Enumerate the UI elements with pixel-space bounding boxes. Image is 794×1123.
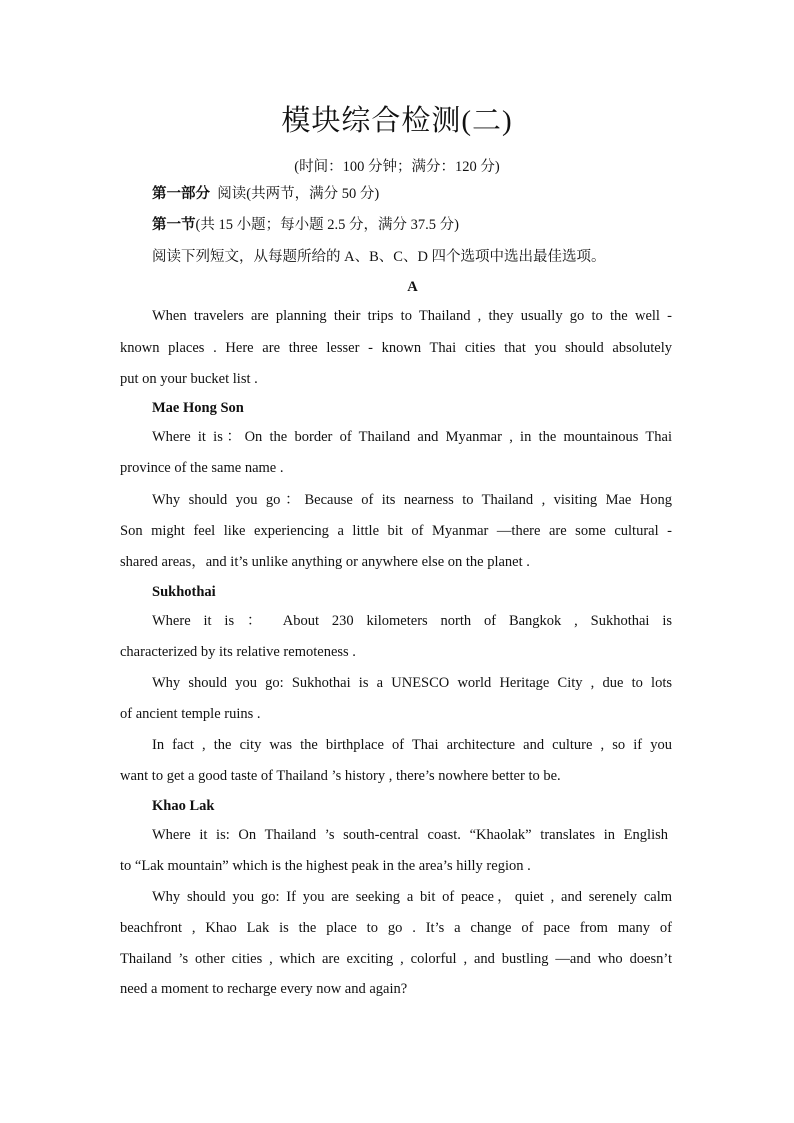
paragraph-line: Where it is：On the border of Thailand and Myanmar , in the mountainous Thai — [152, 429, 672, 445]
paragraph-line: province of the same name . — [120, 460, 284, 476]
part-heading — [152, 184, 379, 204]
heading-sukhothai: Sukhothai — [152, 584, 216, 600]
heading-mae-hong-son: Mae Hong Son — [152, 400, 244, 416]
paragraph-line: want to get a good taste of Thailand ’s history , there’s nowhere better to be. — [120, 768, 561, 784]
section-description: (共 15 小题；每小题 2.5 分，满分 37.5 分) — [195, 217, 459, 233]
paragraph-line: Why should you go: If you are seeking a bit of peace，quiet , and serenely calm — [152, 889, 672, 905]
paragraph-line: In fact , the city was the birthplace of Thai architecture and culture , so if you — [152, 737, 672, 753]
paragraph-line: Where it is ： About 230 kilometers north of Bangkok , Sukhothai is — [152, 613, 672, 629]
heading-khao-lak: Khao Lak — [152, 798, 215, 814]
paragraph-line: Why should you go: Sukhothai is a UNESCO world Heritage City , due to lots — [152, 675, 672, 691]
paragraph-line: beachfront , Khao Lak is the place to go . It’s a change of pace from many of — [120, 920, 672, 936]
intro-line: When travelers are planning their trips to Thailand , they usually go to the well - — [152, 308, 672, 324]
paragraph-line: Son might feel like experiencing a little bit of Myanmar —there are some cultural - — [120, 523, 672, 539]
section-heading — [152, 215, 459, 235]
section-label: 第一节 — [152, 217, 196, 233]
intro-line: put on your bucket list . — [120, 371, 258, 387]
part-description: 阅读(共两节，满分 50 分) — [217, 186, 380, 202]
paragraph-line: Why should you go：Because of its nearness to Thailand , visiting Mae Hong — [152, 492, 672, 508]
passage-label: A — [407, 279, 418, 295]
page-title: 模块综合检测(二) — [281, 105, 513, 137]
paragraph-line: to “Lak mountain” which is the highest peak in the area’s hilly region . — [120, 858, 531, 874]
paragraph-line: of ancient temple ruins . — [120, 706, 261, 722]
paragraph-line: need a moment to recharge every now and again? — [120, 981, 408, 997]
instructions: 阅读下列短文，从每题所给的 A、B、C、D 四个选项中选出最佳选项。 — [152, 249, 606, 265]
paragraph-line: Thailand ’s other cities , which are exciting , colorful , and bustling —and who doesn’t — [120, 951, 672, 967]
paragraph-line: shared areas，and it’s unlike anything or anywhere else on the planet . — [120, 554, 530, 570]
paragraph-line: Where it is: On Thailand ’s south-central coast. “Khaolak” translates in English — [152, 827, 668, 843]
paragraph-line: characterized by its relative remoteness . — [120, 644, 356, 660]
exam-time-score: (时间：100 分钟；满分：120 分) — [294, 159, 500, 175]
intro-line: known places . Here are three lesser - known Thai cities that you should absolutely — [120, 340, 672, 356]
part-label: 第一部分 — [152, 186, 210, 202]
